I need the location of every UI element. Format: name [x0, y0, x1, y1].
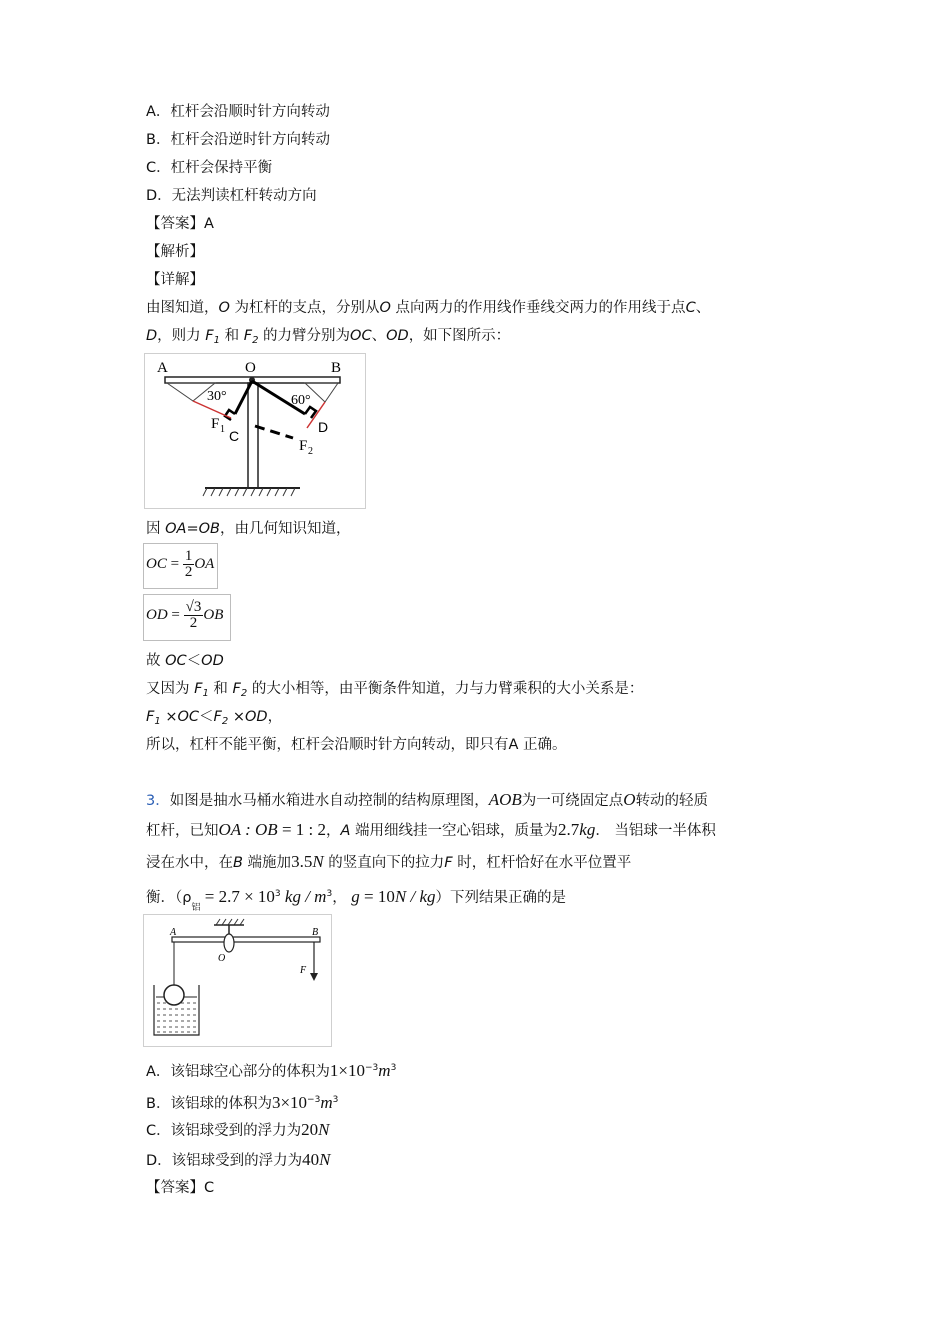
option-d: D．无法判读杠杆转动方向	[146, 188, 317, 204]
ground-hatch	[203, 488, 295, 496]
q3-option-b: B．该铝球的体积为$3\times 10^{-3}m^3$	[146, 1093, 339, 1112]
label-f2-sub: 2	[308, 446, 313, 457]
angle-30: 30°	[207, 389, 227, 404]
label-a: A	[157, 360, 168, 376]
detail-heading: 【详解】	[146, 272, 204, 288]
q3-line-4: 衡．（$\rho_铝 = 2.7 \times 10^3$ kg / $m^3$， g = 10N / kg）下列结果正确的是	[146, 887, 566, 913]
q3-option-a: A．该铝球空心部分的体积为$1\times 10^{-3}m^3$	[146, 1061, 397, 1080]
label-f1: F	[211, 416, 220, 432]
option-a: A．杠杆会沿顺时针方向转动	[146, 104, 330, 120]
explanation-line-1: 由图知道，O 为杠杆的支点，分别从O 点向两力的作用线作垂线交两力的作用线于点C、	[146, 300, 711, 316]
formula-od: OD = $\frac{√3}{2}$ OB	[143, 594, 231, 641]
fig2-label-o: O	[218, 953, 226, 964]
fig2-label-a: A	[170, 927, 177, 938]
q3-option-d: D．该铝球受到的浮力为40N	[146, 1150, 331, 1169]
because-line: 因 OA=OB，由几何知识知道，	[146, 521, 351, 537]
analysis-heading: 【解析】	[146, 244, 204, 260]
lever-diagram	[145, 354, 365, 508]
force-arrow	[310, 973, 318, 981]
so-line: 故 OC＜OD	[146, 653, 224, 669]
q3-answer: 【答案】C	[146, 1180, 215, 1196]
question-number: 3．	[146, 793, 170, 809]
label-f1-sub: 1	[220, 424, 225, 435]
q3-line-2: 杠杆，已知OA : OB = 1 : 2，A 端用细线挂一空心铝球，质量为2.7kg． 当铝球一半体积	[146, 820, 716, 839]
pivot-o	[224, 934, 234, 952]
formula-oc: OC = $\frac{1}{2}$ OA	[143, 543, 218, 589]
option-c: C．杠杆会保持平衡	[146, 160, 273, 176]
conclusion-line: 所以，杠杆不能平衡，杠杆会沿顺时针方向转动，即只有A 正确。	[146, 737, 567, 753]
label-c: C	[229, 428, 240, 444]
q3-line-1: 3．如图是抽水马桶水箱进水自动控制的结构原理图，AOB为一可绕固定点O转动的轻质	[146, 790, 709, 809]
option-b: B．杠杆会沿逆时针方向转动	[146, 132, 330, 148]
label-f2: F	[299, 438, 308, 454]
aluminum-ball	[164, 985, 184, 1005]
tank-diagram	[144, 915, 331, 1046]
water-fill	[157, 1003, 197, 1032]
lever-bar	[172, 937, 320, 942]
q3-line-3: 浸在水中，在B 端施加3.5N 的竖直向下的拉力F 时，杠杆恰好在水平位置平	[146, 852, 632, 871]
support-pillar	[248, 383, 258, 488]
fig2-label-f: F	[300, 965, 307, 976]
relation-line: $F_1 \times OC<F_2 \times OD$，	[146, 709, 283, 727]
fig2-label-b: B	[312, 927, 319, 938]
tank-figure	[143, 914, 332, 1047]
lever-figure	[144, 353, 366, 509]
lever-arm-oc	[235, 381, 252, 414]
label-b: B	[331, 360, 342, 376]
answer: 【答案】A	[146, 216, 214, 232]
q3-option-c: C．该铝球受到的浮力为20N	[146, 1120, 330, 1139]
again-line: 又因为 $F_1$ 和 $F_2$ 的大小相等，由平衡条件知道，力与力臂乘积的大小关系是：	[146, 681, 644, 699]
extension-dashed-line	[255, 426, 293, 438]
explanation-line-2: D，则力 $F_1$ 和 $F_2$ 的力臂分别为OC、OD，如下图所示：	[146, 328, 511, 346]
ceiling-hatch	[216, 919, 244, 925]
label-o: O	[245, 360, 256, 376]
right-angle-c	[225, 410, 235, 420]
label-d: D	[318, 419, 329, 435]
angle-60: 60°	[291, 393, 311, 408]
